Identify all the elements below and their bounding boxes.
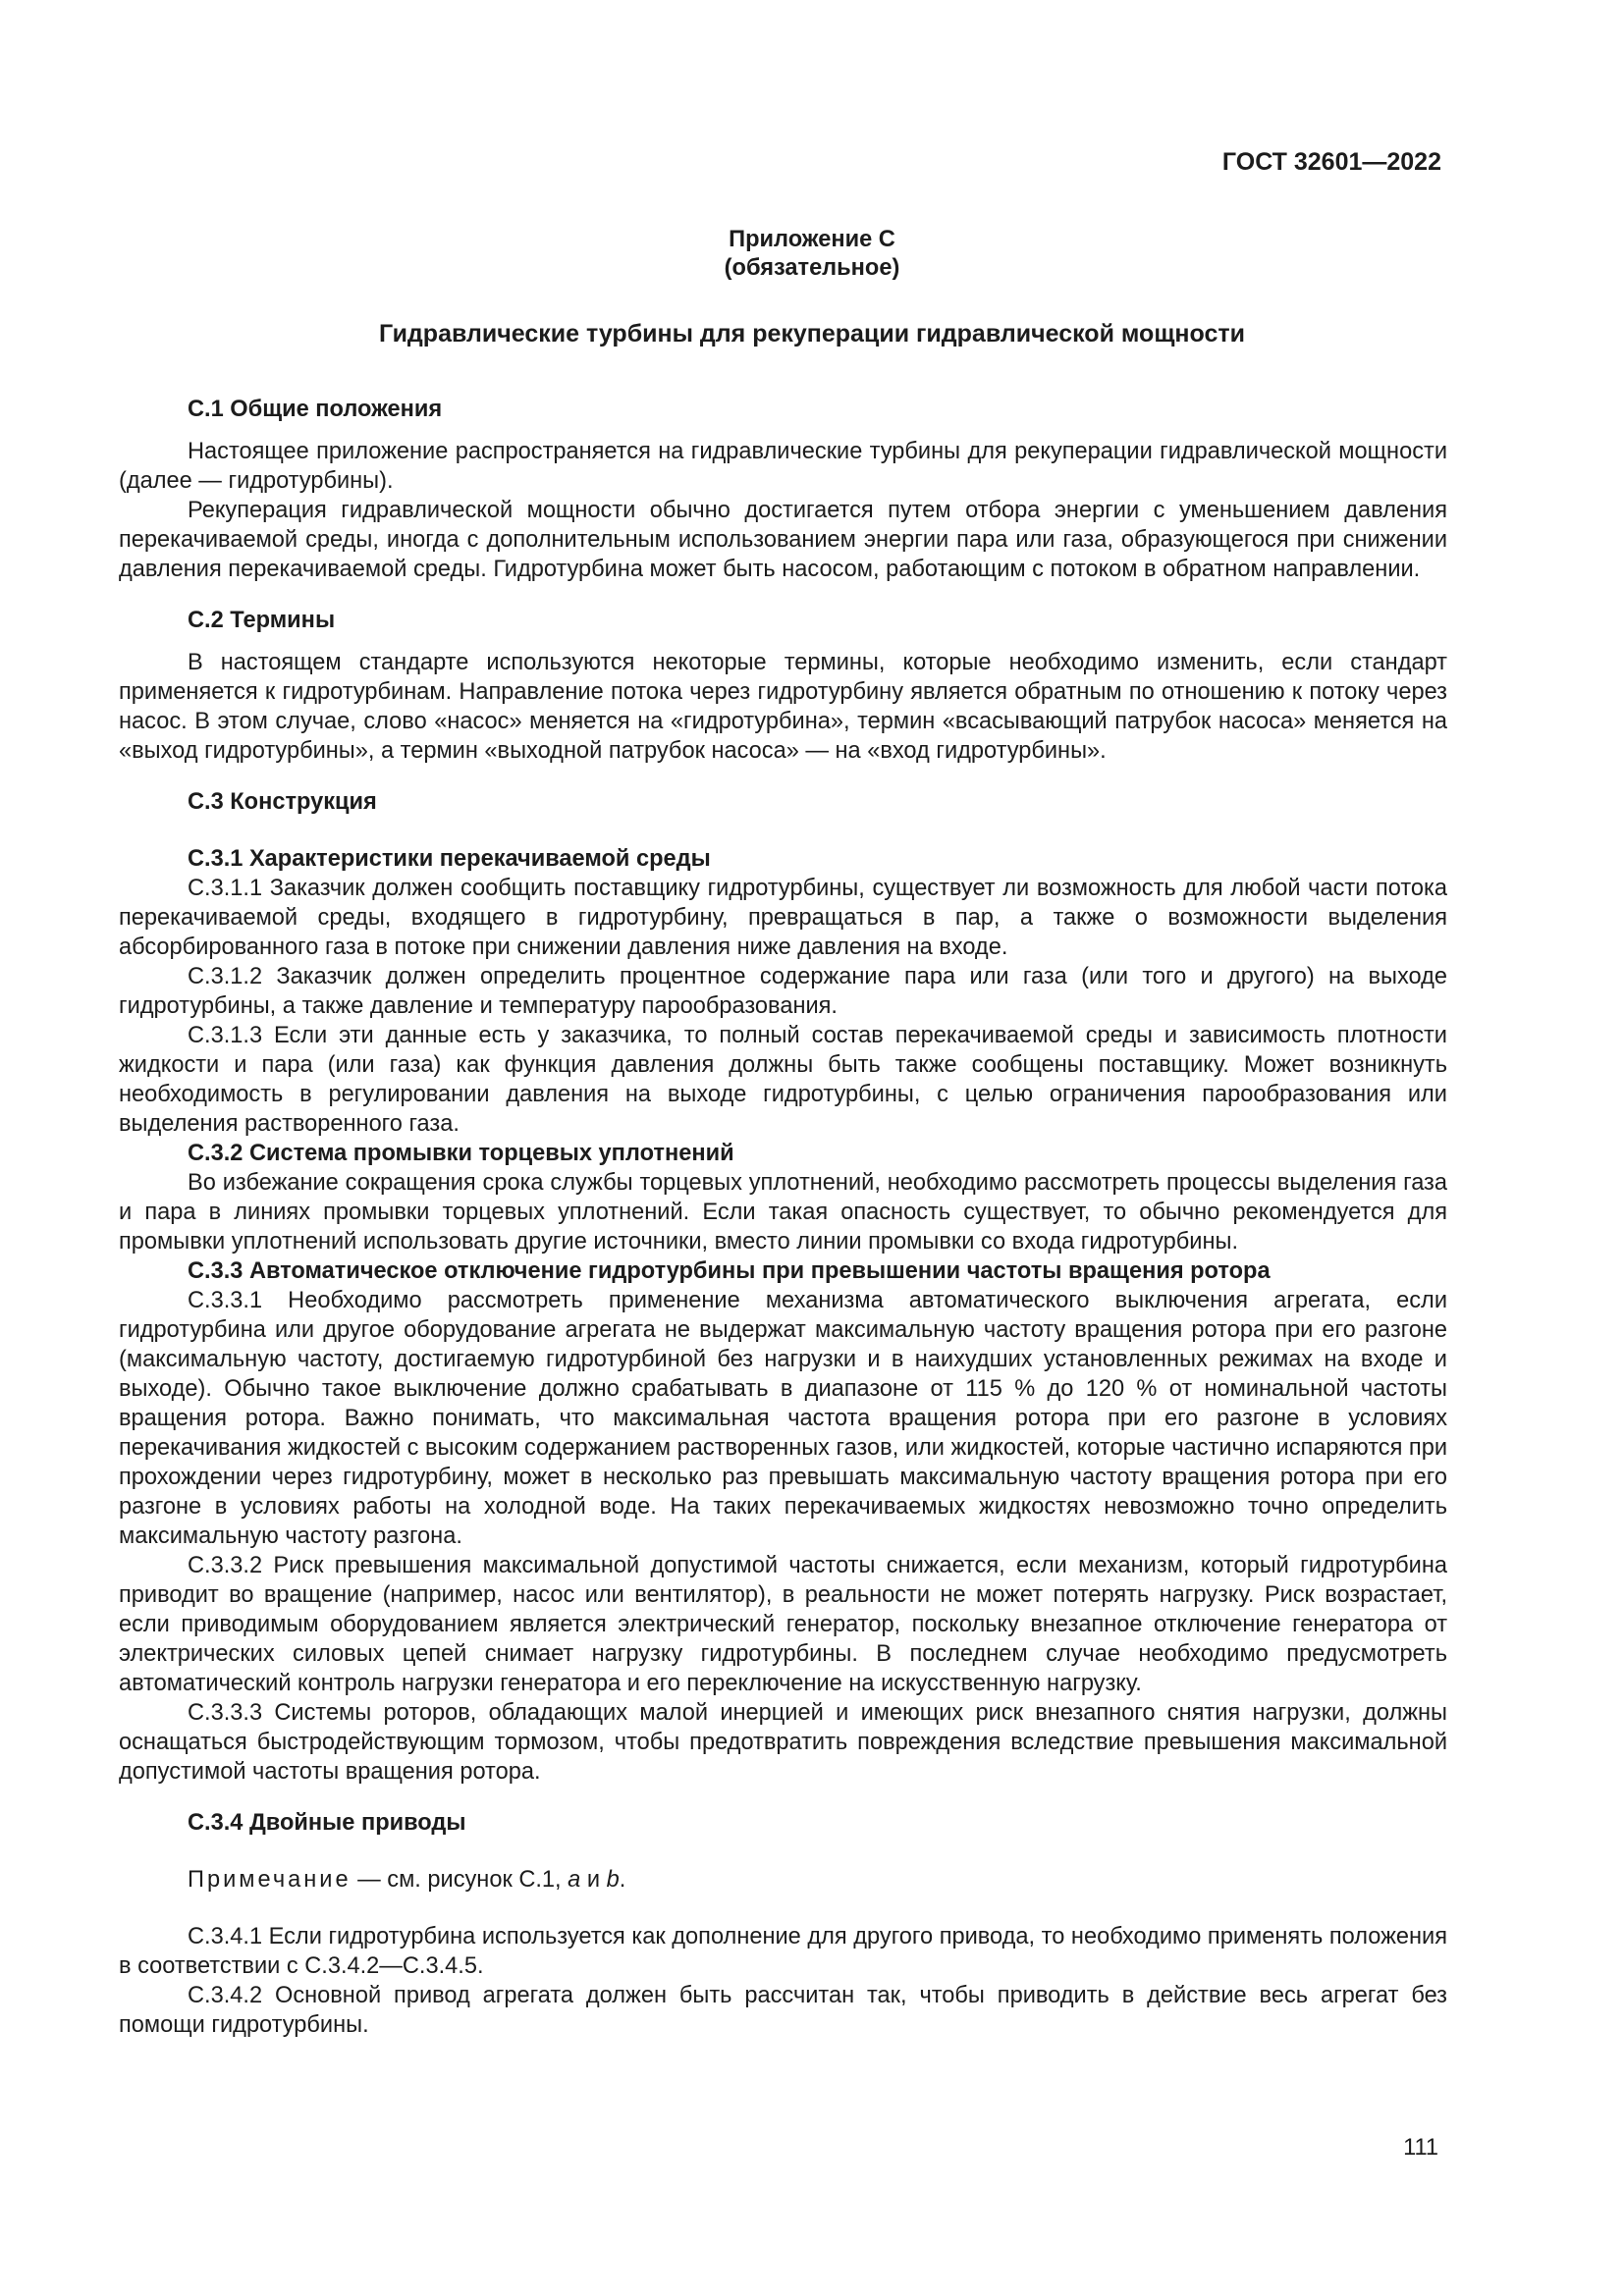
paragraph: С.3.1.1 Заказчик должен сообщить поставщику гидротурбины, существует ли возможность для любой части потока перекачиваемой среды, входящего в гидротурбину, превращаться в пар, а также о возможности выделения абсорбированного газа в потоке при снижении давления ниже давления на входе. — [119, 876, 1447, 960]
section-c31-heading: С.3.1 Характеристики перекачиваемой среды — [188, 846, 711, 872]
section-c33-heading: С.3.3 Автоматическое отключение гидротурбины при превышении частоты вращения ротора — [188, 1258, 1271, 1284]
paragraph: С.3.1.2 Заказчик должен определить процентное содержание пара или газа (или того и другого) на выходе гидротурбины, а также давление и температуру парообразования. — [119, 964, 1447, 1019]
paragraph: С.3.4.2 Основной привод агрегата должен быть рассчитан так, чтобы приводить в действие весь агрегат без помощи гидротурбины. — [119, 1983, 1447, 2038]
page-number: 111 — [1403, 2135, 1438, 2161]
note-figure-b: b — [606, 1867, 620, 1893]
section-c34-heading: С.3.4 Двойные приводы — [188, 1810, 466, 1836]
note-label: Примечание — [188, 1867, 352, 1893]
paragraph: В настоящем стандарте используются некоторые термины, которые необходимо изменить, если стандарт применяется к гидротурбинам. Направление потока через гидротурбину является обратным по отношению к потоку через насос. В этом случае, слово «насос» меняется на «гидротурбина», термин «всасывающий патрубок насоса» меняется на «выход гидротурбины», а термин «выходной патрубок насоса» — на «вход гидротурбины». — [119, 650, 1447, 764]
paragraph: С.3.4.1 Если гидротурбина используется как дополнение для другого привода, то необходимо применять положения в соответствии с С.3.4.2—С.3.4.5. — [119, 1924, 1447, 1979]
note — [119, 1865, 1447, 1895]
annex-label: Приложение С — [729, 227, 895, 252]
note-figure-a: a — [568, 1867, 581, 1893]
note-and: и — [580, 1867, 607, 1893]
paragraph: Настоящее приложение распространяется на гидравлические турбины для рекуперации гидравлической мощности (далее — гидротурбины). — [119, 439, 1447, 494]
document-body — [119, 395, 1447, 2040]
section-c2-heading: С.2 Термины — [188, 608, 336, 633]
section-c32-heading: С.3.2 Система промывки торцевых уплотнений — [188, 1141, 734, 1166]
paragraph: С.3.1.3 Если эти данные есть у заказчика, то полный состав перекачиваемой среды и зависимость плотности жидкости и пара (или газа) как функция давления должны быть также сообщены поставщику. Может возникнуть необходимость в регулировании давления на выходе гидротурбины, с целью ограничения парообразования или выделения растворенного газа. — [119, 1023, 1447, 1137]
paragraph: С.3.3.1 Необходимо рассмотреть применение механизма автоматического выключения агрегата, если гидротурбина или другое оборудование агрегата не выдержат максимальную частоту вращения ротора при его разгоне (максимальную частоту, достигаемую гидротурбиной без нагрузки и в наихудших установленных режимах на входе и выходе). Обычно такое выключение должно срабатывать в диапазоне от 115 % до 120 % от номинальной частоты вращения ротора. Важно понимать, что максимальная частота вращения ротора при его разгоне в условиях перекачивания жидкостей с высоким содержанием растворенных газов, или жидкостей, которые частично испаряются при прохождении через гидротурбину, может в несколько раз превышать максимальную частоту вращения ротора при его разгоне в условиях работы на холодной воде. На таких перекачиваемых жидкостях невозможно точно определить максимальную частоту разгона. — [119, 1288, 1447, 1549]
note-text: — см. рисунок С.1, — [351, 1867, 568, 1893]
section-c1-heading: С.1 Общие положения — [188, 397, 443, 422]
paragraph: Во избежание сокращения срока службы торцевых уплотнений, необходимо рассмотреть процессы выделения газа и пара в линиях промывки торцевых уплотнений. Если такая опасность существует, то обычно рекомендуется для промывки уплотнений использовать другие источники, вместо линии промывки со входа гидротурбины. — [119, 1170, 1447, 1255]
annex-title: Гидравлические турбины для рекуперации гидравлической мощности — [379, 320, 1245, 347]
section-c3-heading: С.3 Конструкция — [188, 789, 377, 815]
standard-number: ГОСТ 32601—2022 — [1221, 148, 1441, 176]
annex-heading — [0, 226, 1624, 283]
paragraph: С.3.3.2 Риск превышения максимальной допустимой частоты снижается, если механизм, который гидротурбина приводит во вращение (например, насос или вентилятор), в реальности не может потерять нагрузку. Риск возрастает, если приводимым оборудованием является электрический генератор, поскольку внезапное отключение генератора от электрических силовых цепей снимает нагрузку гидротурбины. В последнем случае необходимо предусмотреть автоматический контроль нагрузки генератора и его переключение на искусственную нагрузку. — [119, 1553, 1447, 1696]
paragraph: Рекуперация гидравлической мощности обычно достигается путем отбора энергии с уменьшением давления перекачиваемой среды, иногда с дополнительным использованием энергии пара или газа, образующегося при снижении давления перекачиваемой среды. Гидротурбина может быть насосом, работающим с потоком в обратном направлении. — [119, 498, 1447, 582]
annex-status: (обязательное) — [724, 255, 900, 281]
paragraph: С.3.3.3 Системы роторов, обладающих малой инерцией и имеющих риск внезапного снятия нагрузки, должны оснащаться быстродействующим тормозом, чтобы предотвратить повреждения вследствие превышения максимальной допустимой частоты вращения ротора. — [119, 1700, 1447, 1785]
note-end: . — [619, 1867, 626, 1893]
